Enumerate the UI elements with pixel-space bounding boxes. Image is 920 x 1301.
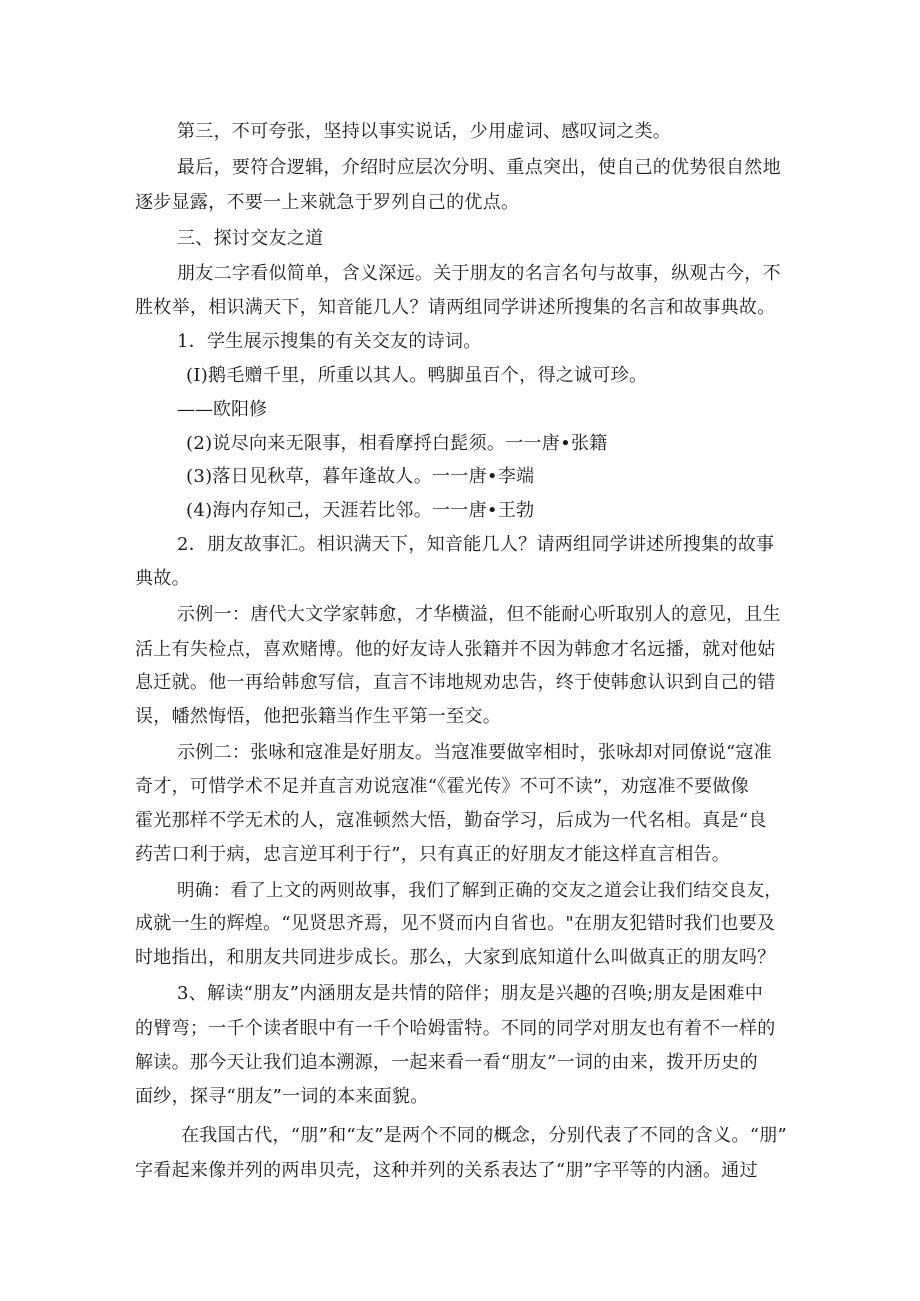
poem-line: (I)鹅毛赠千里，所重以其人。鸭脚虽百个，得之诚可珍。 (186, 365, 648, 386)
text-line: 3、解读“朋友”内涵朋友是共情的陪伴；朋友是兴趣的召唤;朋友是困难中 (177, 983, 764, 1004)
text-line: 误，幡然悔悟，他把张籍当作生平第一至交。 (135, 706, 501, 727)
list-item: 2．朋友故事汇。相识满天下，知音能几人？请两组同学讲述所搜集的故事 (177, 534, 775, 555)
poem-line: (2)说尽向来无限事，相看摩捋白髭须。一一唐•张籍 (186, 433, 608, 454)
text-line: 最后，要符合逻辑，介绍时应层次分明、重点突出，使自己的优势很自然地 (177, 157, 781, 178)
text-line: 奇才，可惜学术不足并直言劝说寇准“《霍光传》不可不读”，劝寇准不要做像 (135, 776, 749, 797)
text-line: 逐步显露，不要一上来就急于罗列自己的优点。 (135, 192, 520, 213)
poem-line: (4)海内存知己，天涯若比邻。一一唐•王勃 (186, 500, 535, 521)
text-line: 第三，不可夸张，坚持以事实说话，少用虚词、感叹词之类。 (177, 121, 672, 142)
text-line: 朋友二字看似简单，含义深远。关于朋友的名言名句与故事，纵观古今，不 (177, 263, 781, 284)
text-line: 面纱，探寻“朋友”一词的本来面貌。 (135, 1086, 429, 1107)
text-line: 时地指出，和朋友共同进步成长。那么，大家到底知道什么叫做真正的朋友吗？ (135, 947, 776, 968)
text-line: 解读。那今天让我们追本溯源，一起来看一看“朋友”一词的由来，拨开历史的 (135, 1052, 758, 1073)
text-line: 典故。 (135, 568, 190, 589)
text-line: 示例一：唐代大文学家韩愈，才华横溢，但不能耐心听取别人的意见，且生 (177, 604, 781, 625)
text-line: 霍光那样不学无术的人，寇准顿然大悟，勤奋学习，后成为一代名相。真是“良 (135, 810, 767, 831)
text-line: 成就一生的辉煌。“见贤思齐焉，见不贤而内自省也。"在朋友犯错时我们也要及 (135, 913, 776, 934)
list-item: 1．学生展示搜集的有关交友的诗词。 (177, 331, 482, 352)
text-line: 明确：看了上文的两则故事，我们了解到正确的交友之道会让我们结交良友， (177, 881, 783, 901)
text-line: 在我国古代，“朋”和“友”是两个不同的概念，分别代表了不同的含义。“朋” (181, 1125, 788, 1146)
text-line: 胜枚举，相识满天下，知音能几人？请两组同学讲述所搜集的名言和故事典故。 (135, 297, 776, 318)
text-line: 的臂弯；一千个读者眼中有一千个哈姆雷特。不同的同学对朋友也有着不一样的 (135, 1018, 776, 1039)
text-line: 药苦口利于病，忠言逆耳利于行”，只有真正的好朋友才能这样直言相告。 (135, 844, 731, 865)
poem-line: (3)落日见秋草，暮年逢故人。一一唐•李端 (186, 466, 535, 487)
section-heading: 三、探讨交友之道 (177, 228, 324, 249)
text-line: 息迁就。他一再给韩愈写信，直言不讳地规劝忠告，终于使韩愈认识到自己的错 (135, 672, 776, 693)
text-line: 示例二：张咏和寇准是好朋友。当寇准要做宰相时，张咏却对同僚说“寇准 (177, 742, 773, 763)
text-line: 字看起来像并列的两串贝壳，这种并列的关系表达了“朋”字平等的内涵。通过 (135, 1160, 758, 1181)
text-line: 活上有失检点，喜欢赌博。他的好友诗人张籍并不因为韩愈才名远播，就对他姑 (135, 639, 776, 660)
poem-author: ——欧阳修 (177, 399, 267, 420)
